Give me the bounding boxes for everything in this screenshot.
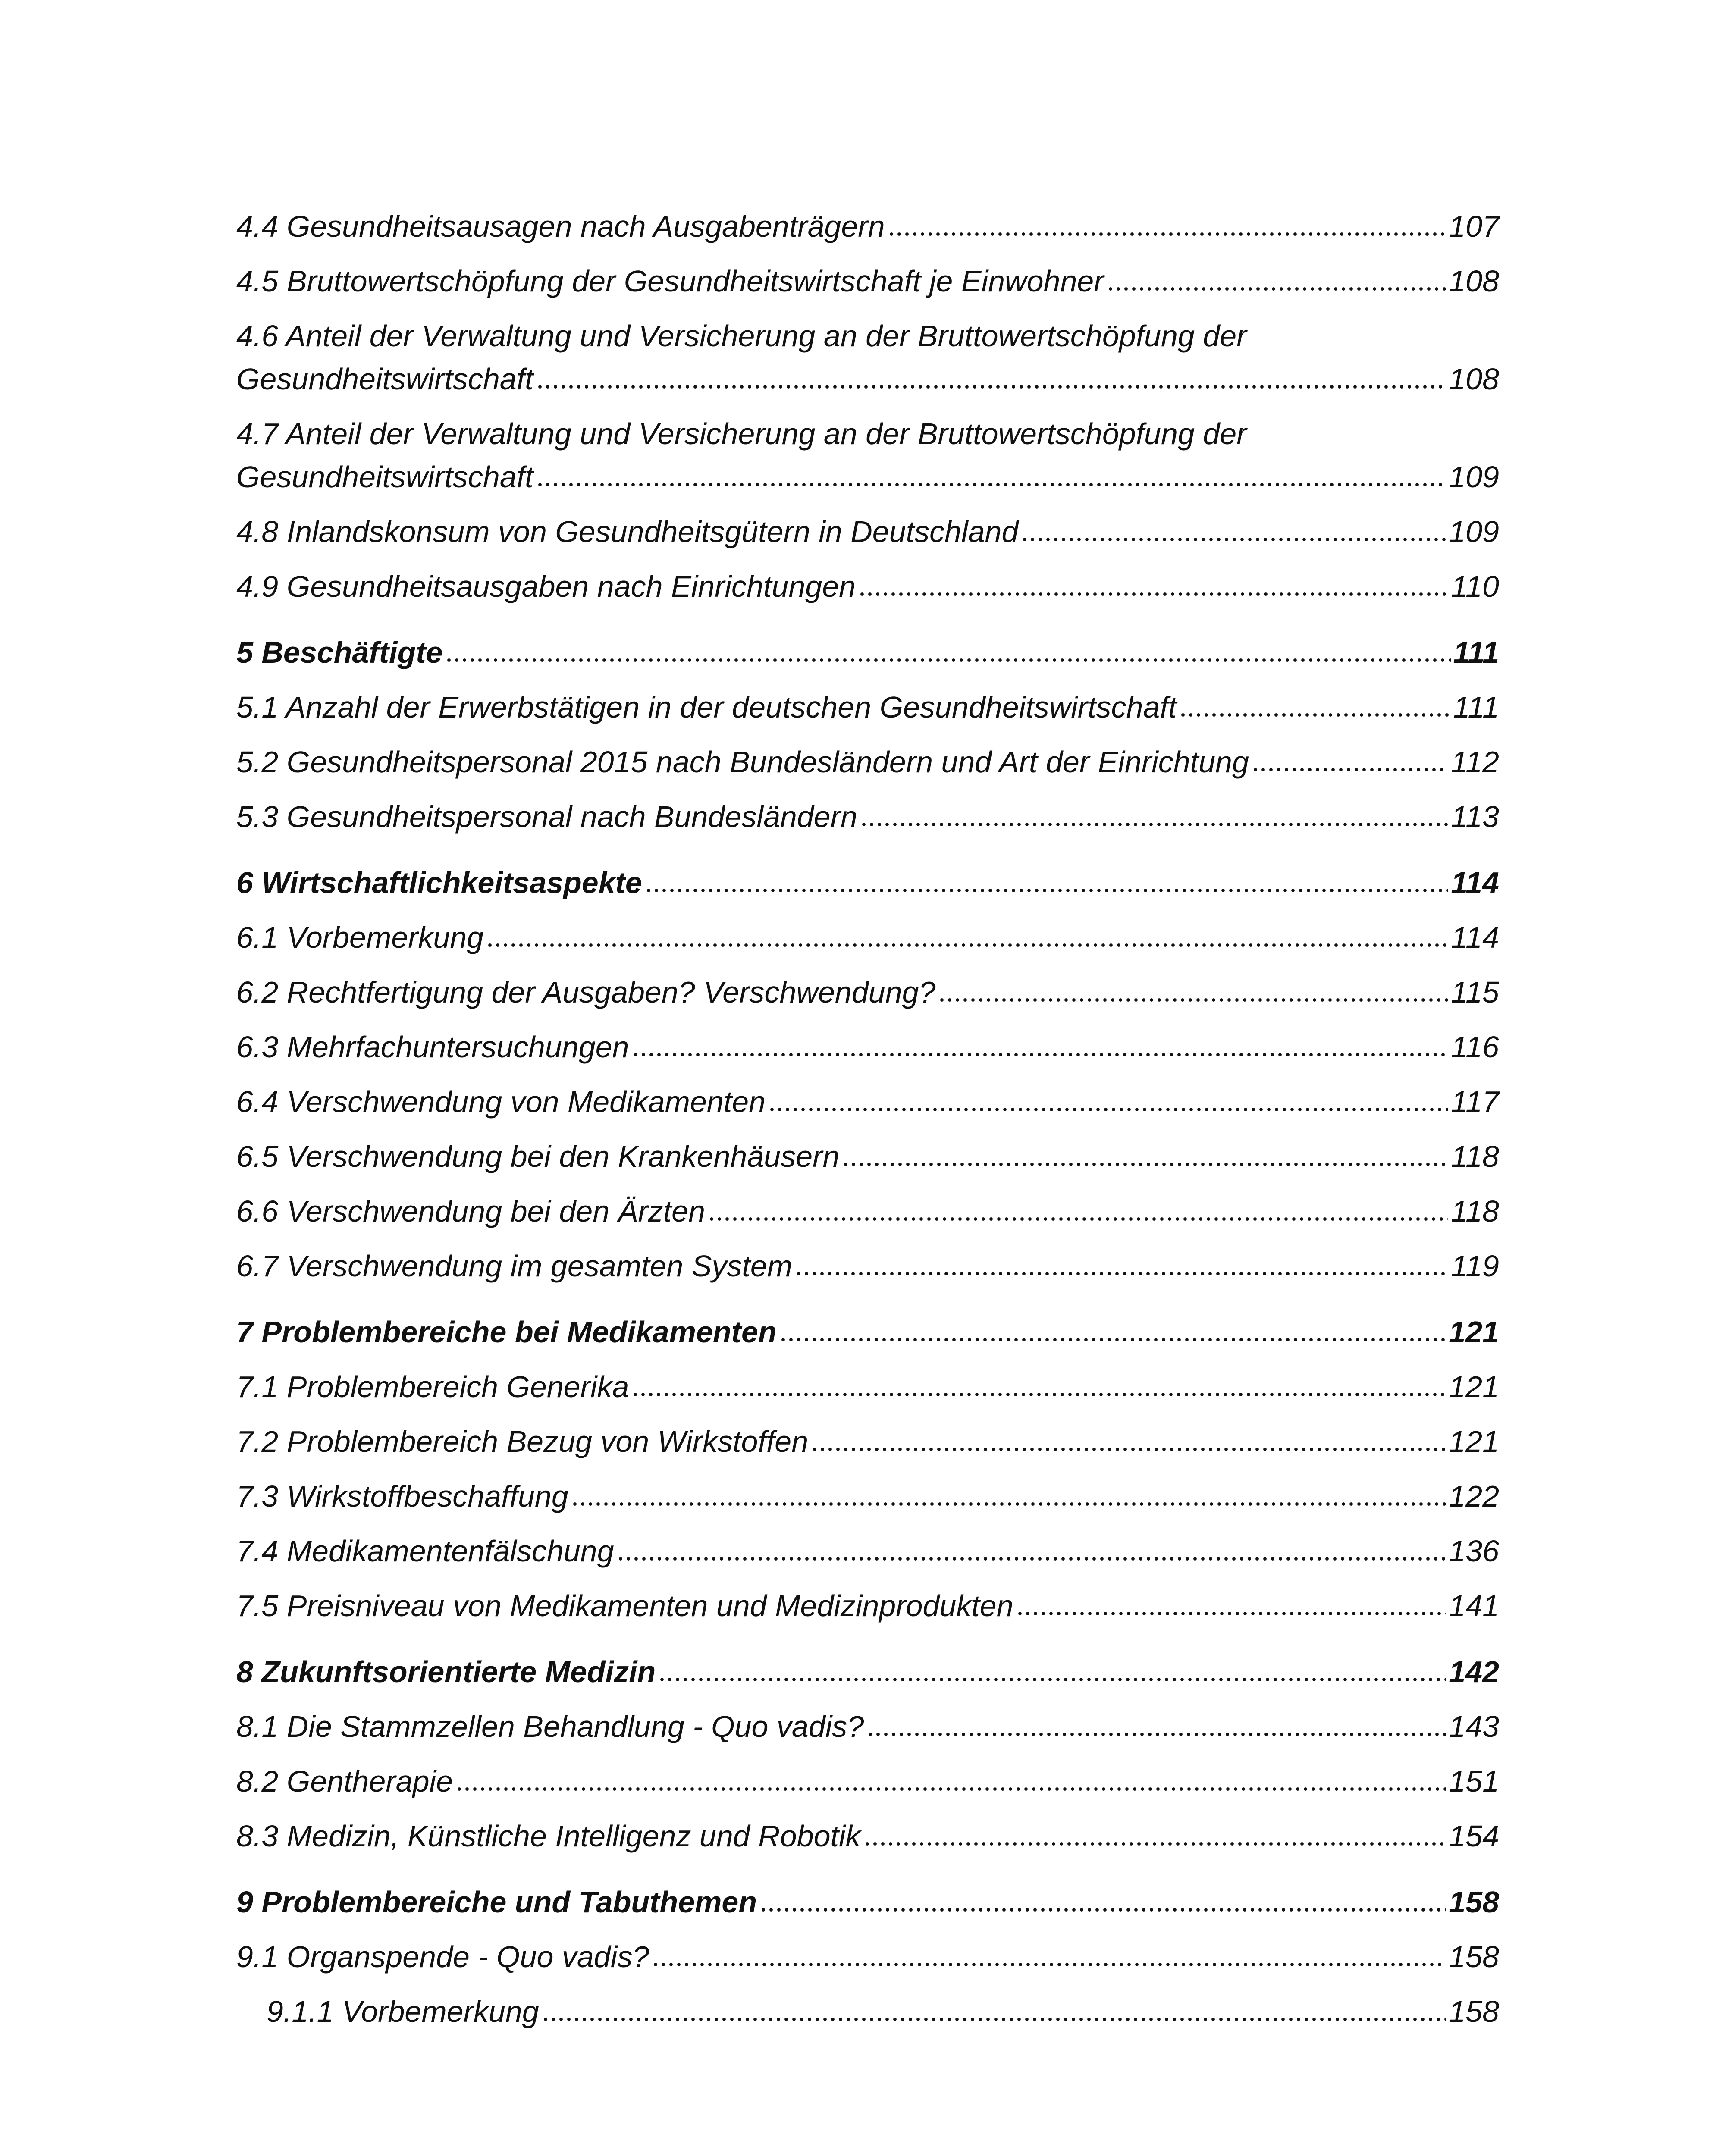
dot-leader (863, 1838, 1446, 1846)
toc-entry[interactable] (236, 199, 1499, 254)
toc-entry[interactable] (236, 1754, 1499, 1809)
toc-page-number: 116 (1451, 1030, 1499, 1064)
toc-page-number: 114 (1451, 921, 1499, 954)
toc-line (236, 680, 1499, 735)
dot-leader (1021, 533, 1446, 542)
toc-entry-title: 6.4 Verschwendung von Medikamenten (236, 1085, 766, 1119)
toc-entry-title: 7.4 Medikamentenfälschung (236, 1534, 614, 1568)
toc-entry-title: 9.1.1 Vorbemerkung (267, 1995, 539, 2028)
toc-entry[interactable] (236, 1579, 1499, 1633)
toc-page-number: 118 (1451, 1194, 1499, 1228)
toc-page-number: 107 (1449, 210, 1499, 243)
dot-leader (617, 1553, 1446, 1561)
toc-entry-title: 8.2 Gentherapie (236, 1764, 453, 1798)
dot-leader (632, 1049, 1449, 1057)
toc-entry[interactable] (236, 559, 1499, 614)
toc-entry-title: 9.1 Organspende - Quo vadis? (236, 1940, 650, 1974)
toc-entry-title: 7.5 Preisniveau von Medikamenten und Medizinprodukten (236, 1589, 1013, 1623)
toc-page-number: 122 (1449, 1479, 1499, 1513)
toc-line (236, 1129, 1499, 1184)
dot-leader (536, 381, 1446, 389)
toc-page-number: 109 (1449, 460, 1499, 494)
toc-page-number: 143 (1449, 1710, 1499, 1743)
toc-entry-title: 4.9 Gesundheitsausgaben nach Einrichtungen (236, 570, 856, 603)
toc-chapter-heading[interactable] (236, 1875, 1499, 1930)
toc-page-number: 117 (1451, 1085, 1499, 1119)
toc-line (236, 735, 1499, 790)
dot-leader (536, 479, 1446, 487)
toc-line (236, 1645, 1499, 1699)
toc-entry-title: 9 Problembereiche und Tabuthemen (236, 1885, 757, 1919)
toc-entry-title: 5 Beschäftigte (236, 636, 443, 669)
toc-entry[interactable] (236, 407, 1499, 505)
toc-page-number: 109 (1449, 515, 1499, 548)
dot-leader (858, 588, 1448, 597)
toc-page-number: 141 (1449, 1589, 1499, 1623)
toc-page-number: 151 (1449, 1764, 1499, 1798)
toc-page-number: 121 (1449, 1370, 1499, 1404)
toc-entry[interactable] (236, 1129, 1499, 1184)
toc-entry-title: 6.5 Verschwendung bei den Krankenhäusern (236, 1140, 840, 1173)
toc-page-number: 110 (1451, 570, 1499, 603)
toc-entry-title: 5.2 Gesundheitspersonal 2015 nach Bundesländern und Art der Einrichtung (236, 745, 1249, 779)
toc-entry-title: 7.3 Wirkstoffbeschaffung (236, 1479, 568, 1513)
toc-entry-title: 6.6 Verschwendung bei den Ärzten (236, 1194, 706, 1228)
dot-leader (860, 818, 1448, 827)
toc-entry-title: 6 Wirtschaftlichkeitsaspekte (236, 866, 642, 899)
toc-entry-title: 6.2 Rechtfertigung der Ausgaben? Verschwendung? (236, 975, 936, 1009)
toc-entry[interactable] (236, 309, 1499, 407)
toc-entry[interactable] (236, 790, 1499, 844)
toc-entry[interactable] (236, 254, 1499, 309)
toc-entry[interactable] (236, 1020, 1499, 1075)
toc-entry-title: 4.8 Inlandskonsum von Gesundheitsgütern in Deutschland (236, 515, 1019, 548)
toc-line (236, 1305, 1499, 1360)
toc-entry[interactable] (236, 735, 1499, 790)
toc-line (236, 505, 1499, 559)
dot-leader (938, 994, 1448, 1003)
toc-page-number: 108 (1449, 264, 1499, 298)
toc-line (236, 1075, 1499, 1129)
toc-entry[interactable] (236, 1930, 1499, 1984)
toc-entry-title: 4.5 Bruttowertschöpfung der Gesundheitswirtschaft je Einwohner (236, 264, 1104, 298)
dot-leader (455, 1783, 1446, 1792)
toc-page-number: 119 (1451, 1249, 1499, 1283)
toc-entry-title: 7.2 Problembereich Bezug von Wirkstoffen (236, 1425, 809, 1458)
toc-entry[interactable] (236, 1075, 1499, 1129)
dot-leader (1107, 283, 1446, 291)
toc-line (236, 1579, 1499, 1633)
toc-entry[interactable] (236, 1524, 1499, 1579)
toc-entry-title: 6.1 Vorbemerkung (236, 921, 484, 954)
dot-leader (842, 1158, 1448, 1167)
toc-entry-title: Gesundheitswirtschaft (236, 362, 533, 396)
toc-line (236, 965, 1499, 1020)
toc-entry[interactable] (236, 910, 1499, 965)
toc-line (236, 1754, 1499, 1809)
dot-leader (1016, 1608, 1446, 1616)
toc-page-number: 136 (1449, 1534, 1499, 1568)
dot-leader (445, 654, 1450, 663)
dot-leader (658, 1673, 1446, 1682)
toc-chapter-heading[interactable] (236, 856, 1499, 910)
toc-page-number: 115 (1451, 975, 1499, 1009)
toc-line (236, 1239, 1499, 1294)
toc-entry-title: 5.1 Anzahl der Erwerbstätigen in der deutschen Gesundheitswirtschaft (236, 690, 1177, 724)
toc-page-number: 114 (1451, 866, 1499, 899)
toc-line (236, 1524, 1499, 1579)
dot-leader (795, 1268, 1448, 1276)
toc-entry-title: 8 Zukunftsorientierte Medizin (236, 1655, 656, 1689)
toc-page-number: 158 (1449, 1995, 1499, 2028)
toc-entry[interactable] (236, 1699, 1499, 1754)
dot-leader (1179, 709, 1450, 718)
toc-line (236, 1360, 1499, 1414)
toc-line (236, 1184, 1499, 1239)
toc-entry-title: 6.7 Verschwendung im gesamten System (236, 1249, 793, 1283)
toc-entry[interactable] (236, 680, 1499, 735)
toc-line (236, 1875, 1499, 1930)
toc-page-number: 142 (1449, 1655, 1499, 1689)
toc-page-number: 121 (1449, 1425, 1499, 1458)
toc-line (236, 1809, 1499, 1864)
dot-leader (486, 939, 1448, 948)
toc-entry[interactable] (236, 1414, 1499, 1469)
dot-leader (542, 2013, 1446, 2022)
toc-line (236, 1699, 1499, 1754)
toc-page-number: 108 (1449, 362, 1499, 396)
toc-page-number: 154 (1449, 1819, 1499, 1853)
toc-entry[interactable] (236, 1469, 1499, 1524)
toc-entry[interactable] (236, 1809, 1499, 1864)
dot-leader (811, 1443, 1446, 1452)
toc-line (236, 199, 1499, 254)
toc-entry[interactable] (236, 1184, 1499, 1239)
toc-page-number: 158 (1449, 1885, 1499, 1919)
dot-leader (1252, 764, 1448, 772)
toc-entry-title: 8.3 Medizin, Künstliche Intelligenz und Robotik (236, 1819, 861, 1853)
dot-leader (708, 1213, 1448, 1222)
toc-line (236, 790, 1499, 844)
toc-entry-title: 4.4 Gesundheitsausagen nach Ausgabenträgern (236, 210, 885, 243)
toc-page-number: 111 (1453, 636, 1499, 669)
toc-chapter-heading[interactable] (236, 625, 1499, 680)
toc-page-number: 112 (1451, 745, 1499, 779)
toc-page-number: 113 (1451, 800, 1499, 834)
dot-leader (645, 884, 1449, 893)
toc-page-number: 118 (1451, 1140, 1499, 1173)
toc-entry[interactable] (236, 1984, 1499, 2039)
dot-leader (768, 1103, 1448, 1112)
toc-entry[interactable] (236, 1360, 1499, 1414)
toc-page-number: 121 (1449, 1315, 1499, 1349)
toc-line (236, 1469, 1499, 1524)
table-of-contents (236, 0, 1499, 2039)
dot-leader (888, 228, 1446, 237)
toc-entry[interactable] (236, 505, 1499, 559)
toc-line (236, 559, 1499, 614)
toc-line (236, 254, 1499, 309)
dot-leader (571, 1498, 1446, 1507)
toc-entry[interactable] (236, 965, 1499, 1020)
toc-entry-title: 7.1 Problembereich Generika (236, 1370, 629, 1404)
dot-leader (866, 1728, 1446, 1737)
toc-line (236, 1414, 1499, 1469)
toc-line (236, 856, 1499, 910)
toc-page-number: 111 (1453, 690, 1499, 724)
toc-line (236, 1020, 1499, 1075)
toc-entry-title: 4.6 Anteil der Verwaltung und Versicherung an der Bruttowertschöpfung der (236, 319, 1247, 353)
toc-line (236, 625, 1499, 680)
toc-line (236, 1984, 1499, 2039)
toc-chapter-heading[interactable] (236, 1645, 1499, 1699)
toc-entry-title: Gesundheitswirtschaft (236, 460, 533, 494)
toc-line (236, 910, 1499, 965)
toc-entry-title: 6.3 Mehrfachuntersuchungen (236, 1030, 629, 1064)
dot-leader (759, 1904, 1446, 1912)
dot-leader (652, 1959, 1446, 1967)
toc-entry[interactable] (236, 1239, 1499, 1294)
toc-entry-title: 8.1 Die Stammzellen Behandlung - Quo vadis? (236, 1710, 864, 1743)
toc-page-number: 158 (1449, 1940, 1499, 1974)
toc-entry-title: 5.3 Gesundheitspersonal nach Bundesländern (236, 800, 857, 834)
toc-entry-title: 7 Problembereiche bei Medikamenten (236, 1315, 777, 1349)
toc-entry-title: 4.7 Anteil der Verwaltung und Versicherung an der Bruttowertschöpfung der (236, 417, 1247, 451)
toc-line (236, 1930, 1499, 1984)
dot-leader (631, 1388, 1446, 1397)
toc-chapter-heading[interactable] (236, 1305, 1499, 1360)
dot-leader (779, 1334, 1446, 1342)
